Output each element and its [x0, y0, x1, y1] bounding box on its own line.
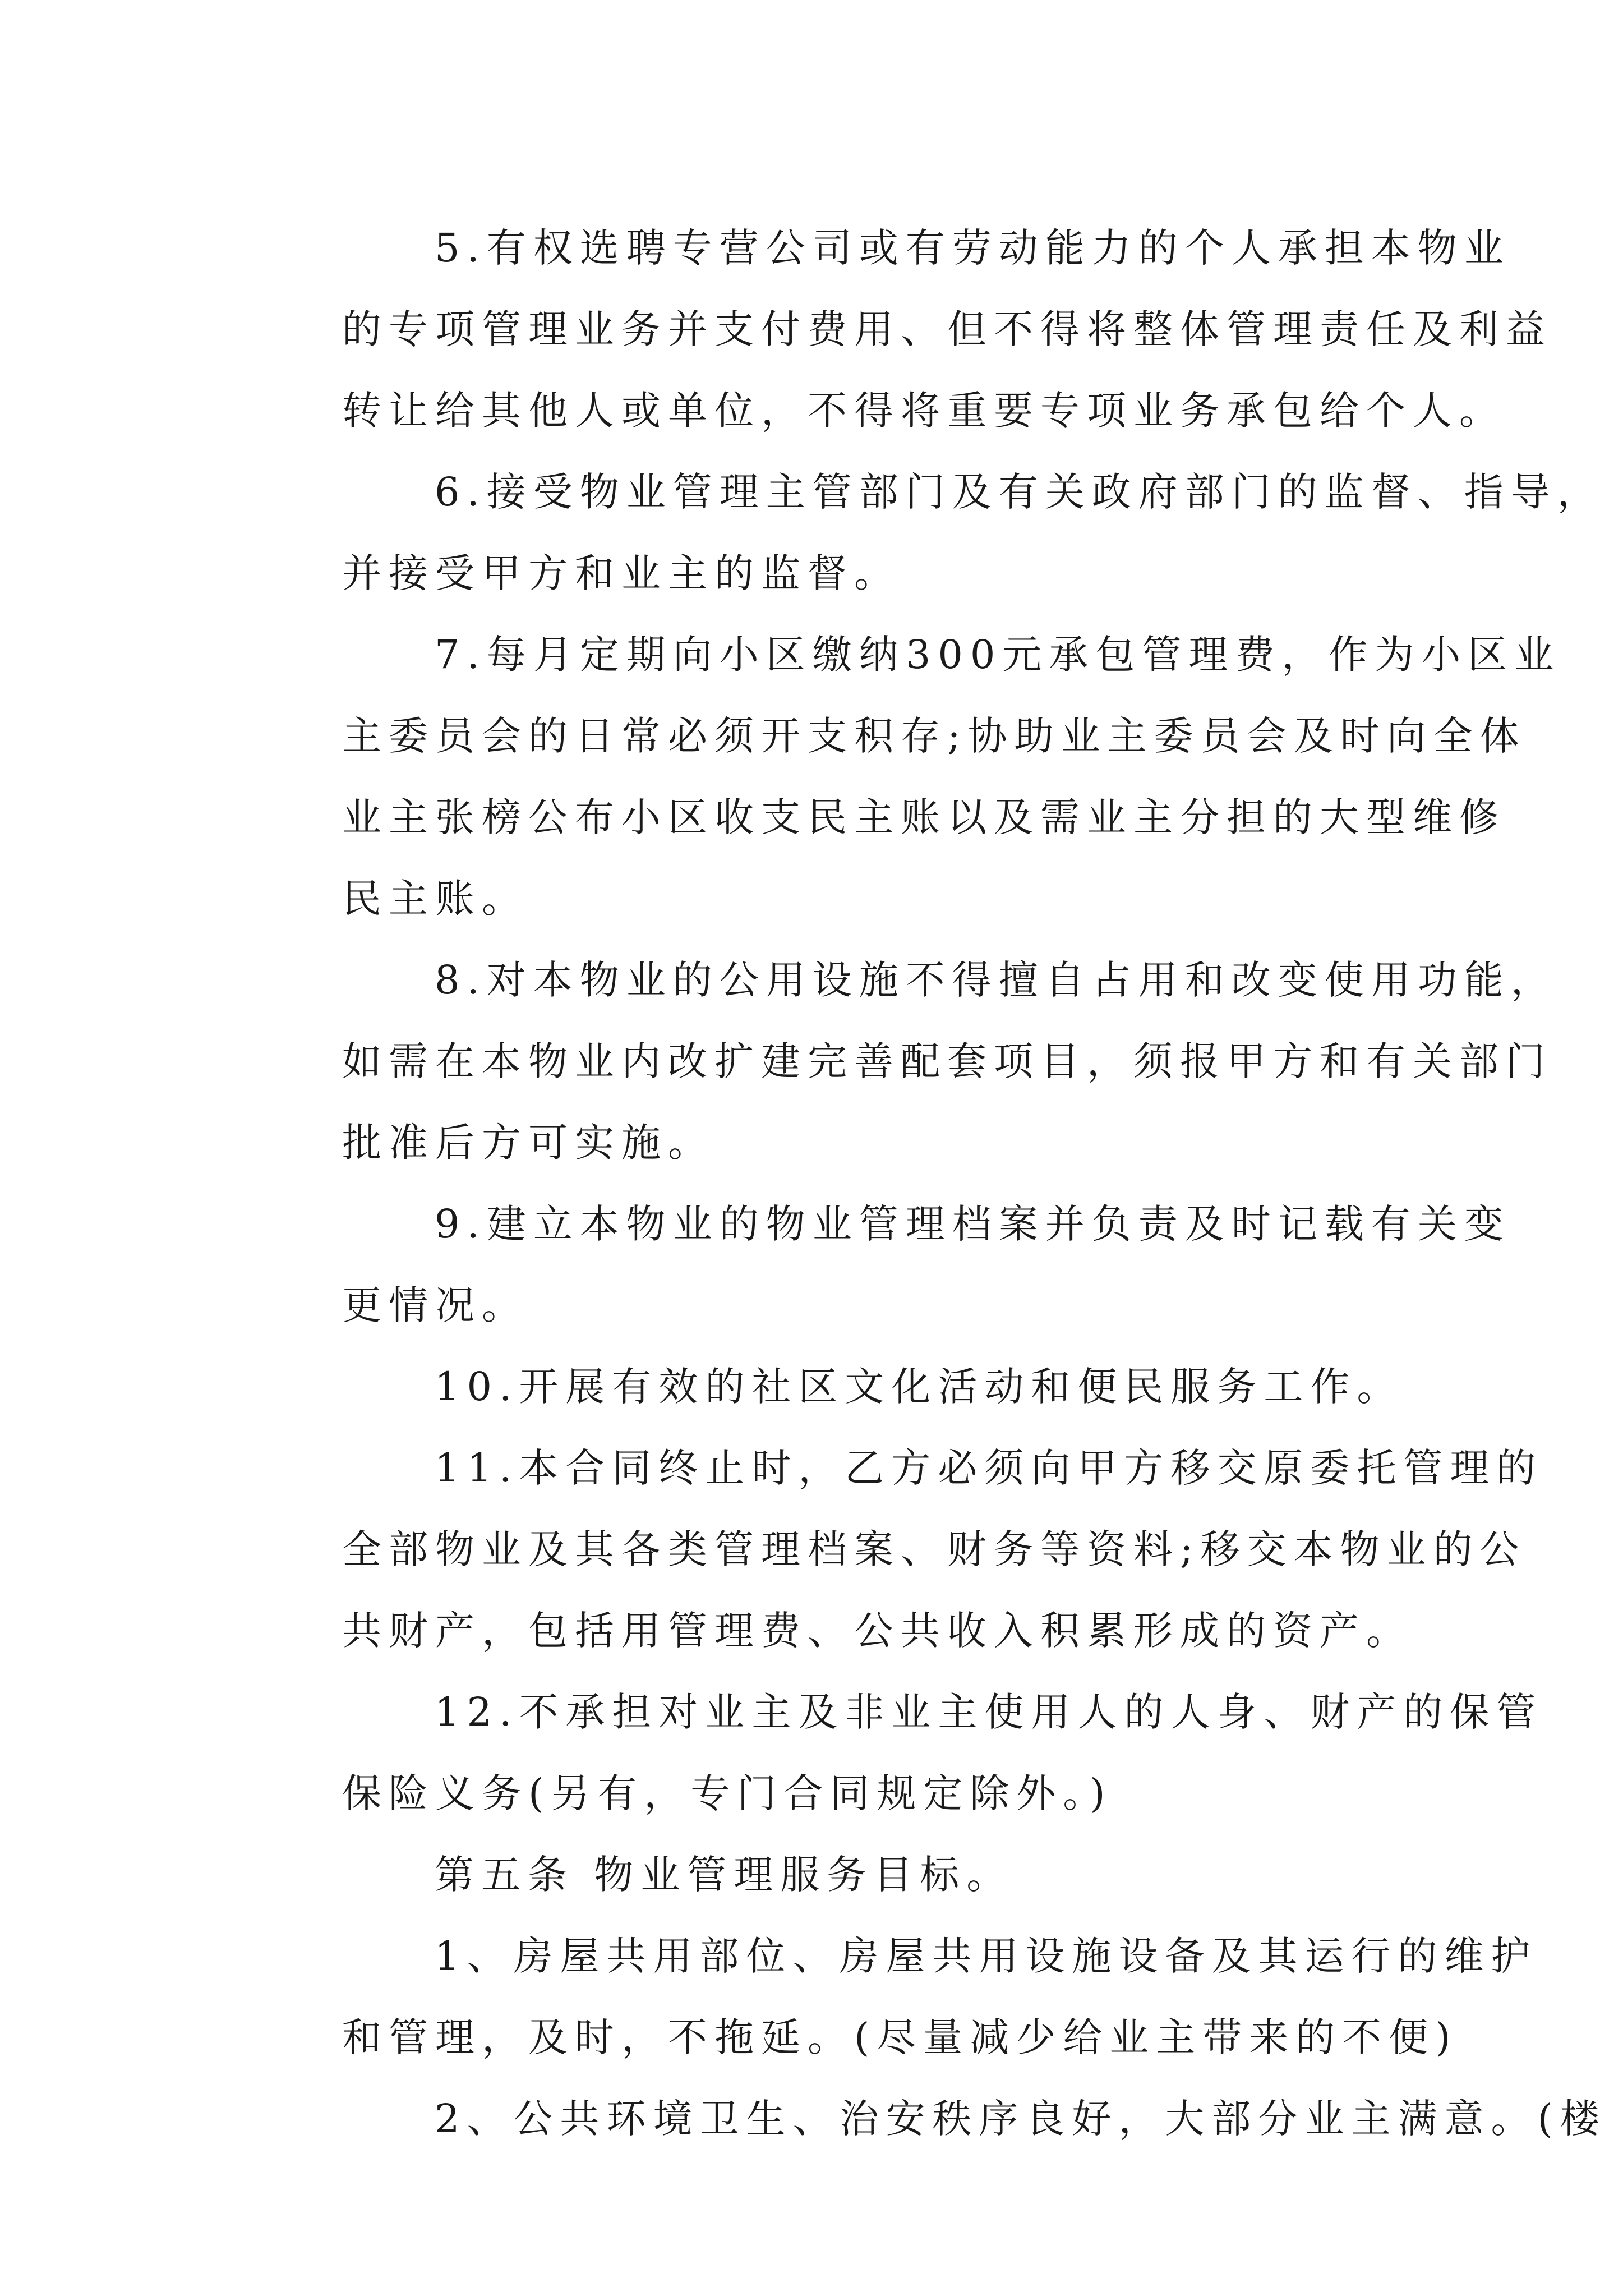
text-line: 1、房屋共用部位、房屋共用设施设备及其运行的维护 [435, 1933, 1538, 1979]
text-line: 2、公共环境卫生、治安秩序良好，大部分业主满意。(楼 [435, 2096, 1607, 2142]
text-line: 12.不承担对业主及非业主使用人的人身、财产的保管 [435, 1689, 1543, 1735]
text-line: 并接受甲方和业主的监督。 [342, 550, 901, 596]
text-line: 业主张榜公布小区收支民主账以及需业主分担的大型维修 [342, 794, 1506, 840]
text-line: 共财产，包括用管理费、公共收入积累形成的资产。 [342, 1608, 1413, 1654]
text-line: 保险义务(另有，专门合同规定除外。) [342, 1770, 1113, 1816]
section-heading-text: 第五条 物业管理服务目标。 [435, 1852, 1013, 1898]
text-line: 更情况。 [342, 1282, 528, 1328]
text-line: 的专项管理业务并支付费用、但不得将整体管理责任及利益 [342, 306, 1552, 352]
text-line: 转让给其他人或单位，不得将重要专项业务承包给个人。 [342, 388, 1506, 434]
text-line: 民主账。 [342, 876, 528, 922]
paragraph-goal-2 [250, 2078, 1607, 2160]
text-line: 批准后方可实施。 [342, 1120, 714, 1166]
text-line: 主委员会的日常必须开支积存;协助业主委员会及时向全体 [342, 713, 1527, 759]
paragraph-item-6 [250, 452, 1604, 614]
text-line: 5.有权选聘专营公司或有劳动能力的个人承担本物业 [435, 225, 1511, 271]
text-line: 全部物业及其各类管理档案、财务等资料;移交本物业的公 [342, 1526, 1527, 1572]
text-line: 和管理，及时，不拖延。(尽量减少给业主带来的不便) [342, 2014, 1458, 2060]
text-line: 11.本合同终止时，乙方必须向甲方移交原委托管理的 [435, 1445, 1543, 1491]
paragraph-item-8 [250, 940, 1557, 1184]
paragraph-item-9 [250, 1184, 1511, 1346]
paragraph-item-10 [250, 1346, 1404, 1428]
section-heading-article-5 [250, 1834, 1394, 1916]
text-line: 8.对本物业的公用设施不得擅自占用和改变使用功能， [435, 957, 1557, 1003]
paragraph-item-12 [250, 1672, 1543, 1834]
text-line: 10.开展有效的社区文化活动和便民服务工作。 [435, 1364, 1404, 1410]
paragraph-item-5 [250, 208, 1552, 452]
text-line: 6.接受物业管理主管部门及有关政府部门的监督、指导， [435, 469, 1604, 515]
paragraph-item-7 [250, 614, 1561, 940]
paragraph-item-11 [250, 1428, 1543, 1672]
text-line: 如需在本物业内改扩建完善配套项目，须报甲方和有关部门 [342, 1038, 1552, 1084]
text-line: 7.每月定期向小区缴纳300元承包管理费，作为小区业 [435, 632, 1561, 678]
text-line: 9.建立本物业的物业管理档案并负责及时记载有关变 [435, 1201, 1511, 1247]
paragraph-goal-1 [250, 1916, 1538, 2078]
document-body [250, 208, 1607, 2160]
